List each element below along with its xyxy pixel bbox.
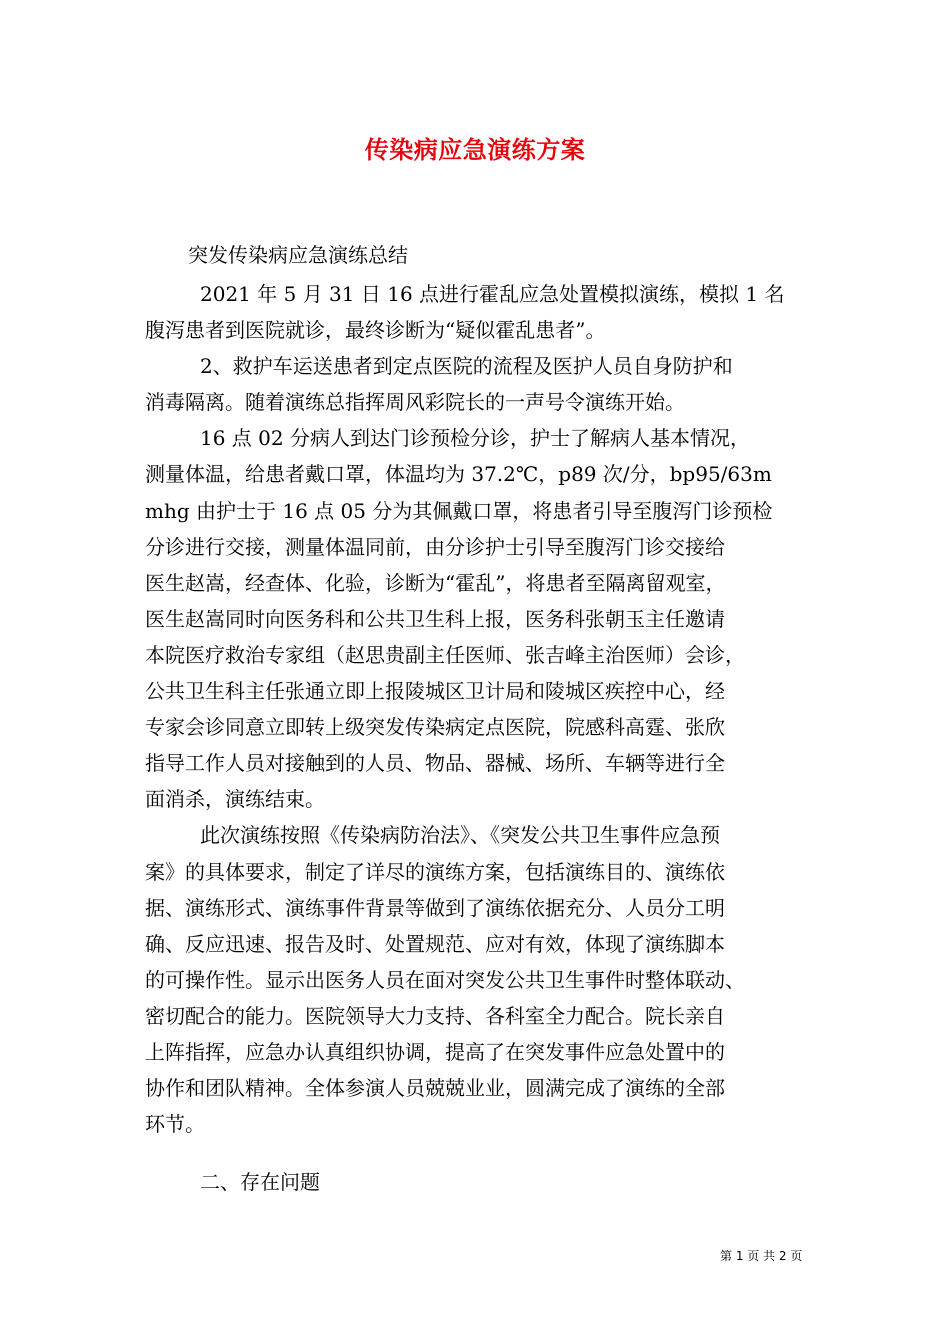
page-number: 第 1 页 共 2 页	[720, 1249, 803, 1263]
subheading: 突发传染病应急演练总结	[188, 243, 408, 267]
paragraph-line: 测量体温，给患者戴口罩，体温均为 37.2℃，p89 次/分，bp95/63m	[145, 462, 772, 487]
paragraph-line: 指导工作人员对接触到的人员、物品、器械、场所、车辆等进行全	[145, 751, 725, 776]
paragraph-line: 上阵指挥，应急办认真组织协调，提高了在突发事件应急处置中的	[145, 1039, 725, 1064]
paragraph-line: 确、反应迅速、报告及时、处置规范、应对有效，体现了演练脚本	[145, 931, 725, 956]
section-heading: 二、存在问题	[200, 1170, 320, 1194]
paragraph-line: 分诊进行交接，测量体温同前，由分诊护士引导至腹泻门诊交接给	[145, 534, 725, 559]
paragraph-line: 医生赵嵩同时向医务科和公共卫生科上报，医务科张朝玉主任邀请	[145, 606, 725, 631]
paragraph-line: 医生赵嵩，经查体、化验，诊断为“霍乱”，将患者至隔离留观室，	[145, 570, 726, 595]
paragraph-line: 本院医疗救治专家组（赵思贵副主任医师、张吉峰主治医师）会诊，	[145, 642, 745, 667]
paragraph-line: 协作和团队精神。全体参演人员兢兢业业，圆满完成了演练的全部	[145, 1076, 725, 1101]
paragraph-line: 消毒隔离。随着演练总指挥周风彩院长的一声号令演练开始。	[145, 390, 685, 415]
paragraph-line: 据、演练形式、演练事件背景等做到了演练依据充分、人员分工明	[145, 895, 725, 920]
paragraph-line: 2021 年 5 月 31 日 16 点进行霍乱应急处置模拟演练，模拟 1 名	[200, 282, 785, 306]
paragraph-line: 的可操作性。显示出医务人员在面对突发公共卫生事件时整体联动、	[145, 967, 745, 992]
paragraph-line: 此次演练按照《传染病防治法》、《突发公共卫生事件应急预	[200, 823, 720, 848]
document-title: 传染病应急演练方案	[364, 135, 586, 164]
paragraph-line: 16 点 02 分病人到达门诊预检分诊，护士了解病人基本情况，	[200, 426, 750, 451]
paragraph-line: 环节。	[145, 1112, 205, 1137]
paragraph-line: 腹泻患者到医院就诊，最终诊断为“疑似霍乱患者”。	[145, 318, 606, 343]
paragraph-line: mhg 由护士于 16 点 05 分为其佩戴口罩，将患者引导至腹泻门诊预检	[145, 498, 773, 523]
paragraph-line: 面消杀，演练结束。	[145, 787, 325, 812]
paragraph-line: 专家会诊同意立即转上级突发传染病定点医院，院感科高霆、张欣	[145, 715, 725, 740]
paragraph-line: 2、救护车运送患者到定点医院的流程及医护人员自身防护和	[200, 354, 733, 379]
paragraph-line: 公共卫生科主任张通立即上报陵城区卫计局和陵城区疾控中心，经	[145, 679, 725, 704]
paragraph-line: 密切配合的能力。医院领导大力支持、各科室全力配合。院长亲自	[145, 1003, 725, 1028]
document-body	[145, 276, 809, 1142]
paragraph-line: 案》的具体要求，制定了详尽的演练方案，包括演练目的、演练依	[145, 859, 725, 884]
